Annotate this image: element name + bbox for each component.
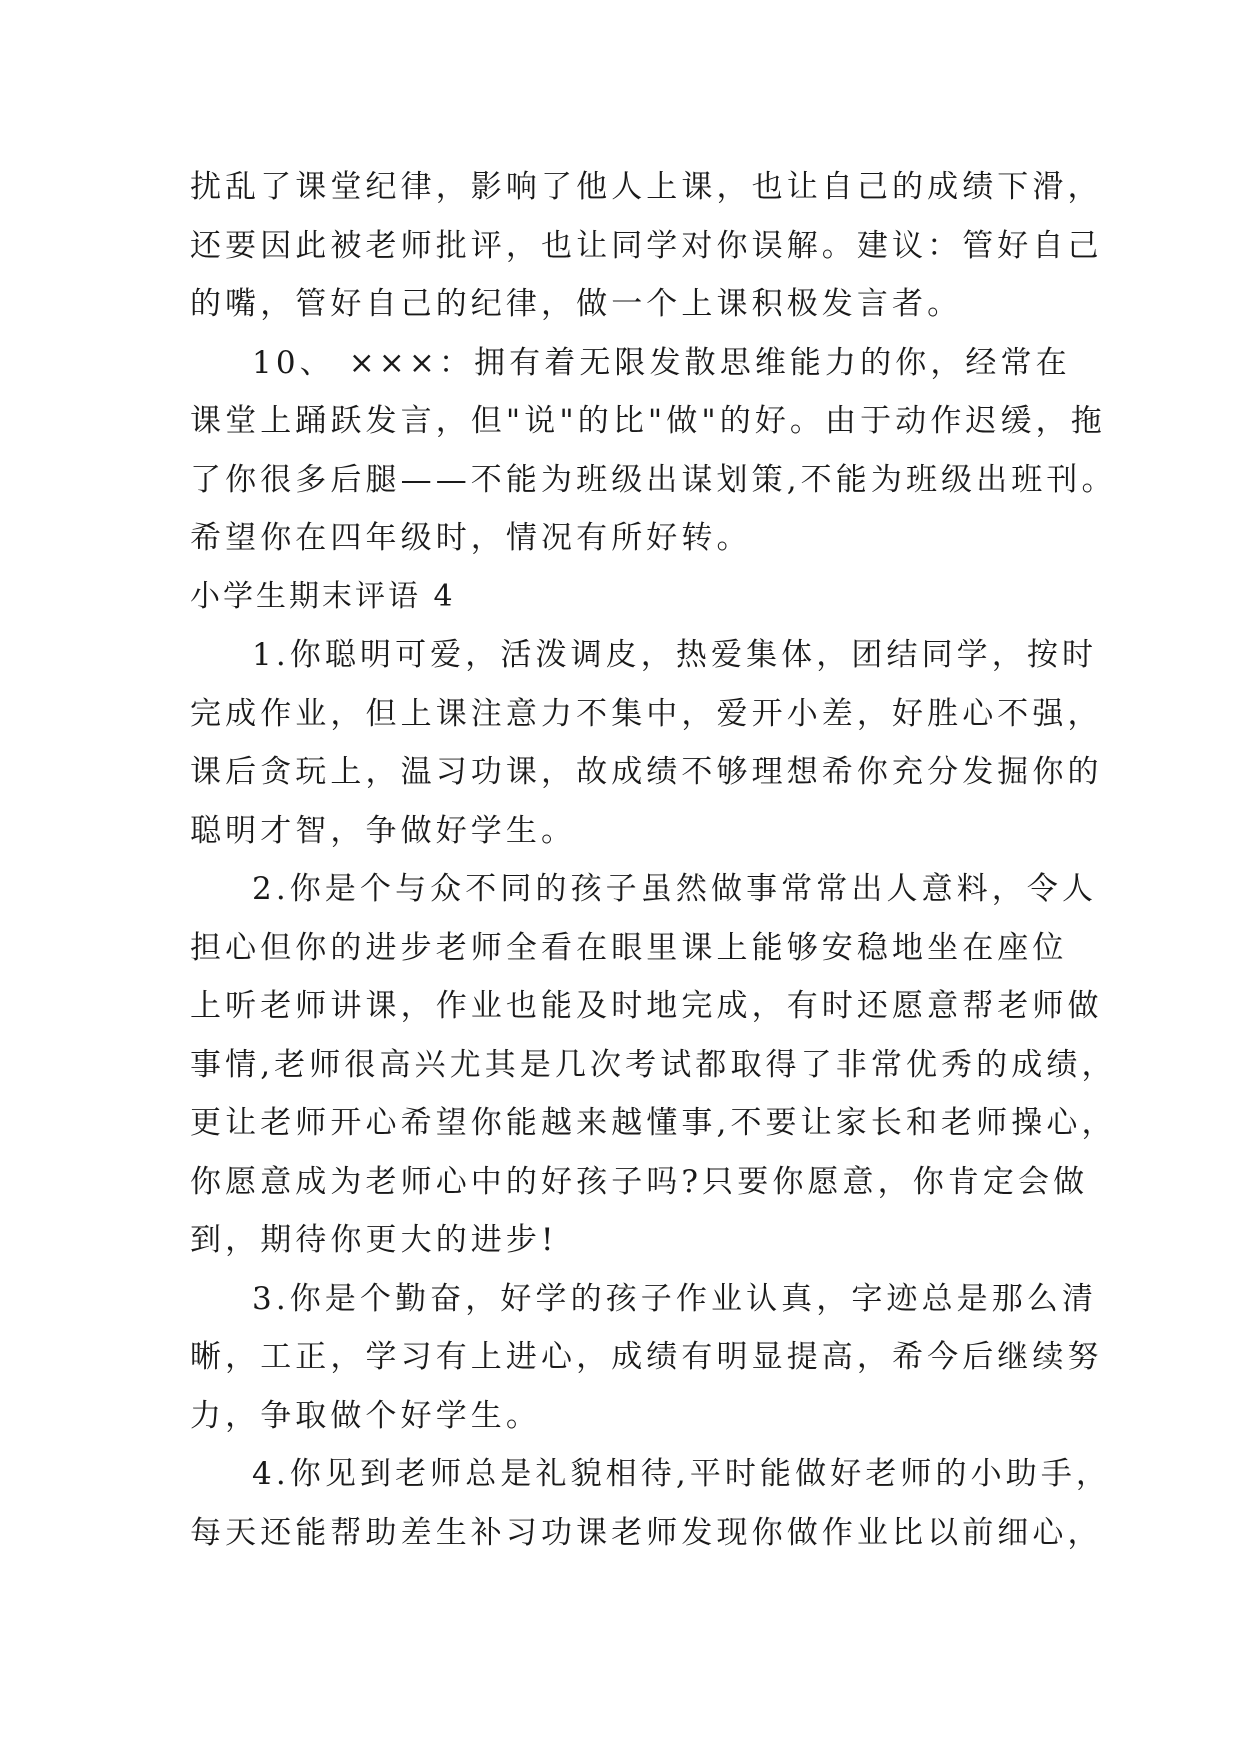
text-line: 你愿意成为老师心中的好孩子吗?只要你愿意，你肯定会做 (190, 1163, 1089, 1200)
text-line: 力，争取做个好学生。 (190, 1397, 541, 1434)
document-body (190, 158, 1117, 1562)
text-line: 课堂上踊跃发言，但"说"的比"做"的好。由于动作迟缓，拖 (190, 403, 1106, 439)
text-line: 的嘴，管好自己的纪律，做一个上课积极发言者。 (190, 286, 963, 322)
text-line: 上听老师讲课，作业也能及时地完成，有时还愿意帮老师做 (190, 988, 1103, 1024)
text-line: 还要因此被老师批评，也让同学对你误解。建议：管好自己 (190, 227, 1103, 264)
section-heading: 小学生期末评语 4 (190, 578, 456, 614)
text-line: 聪明才智，争做好学生。 (190, 812, 577, 849)
paragraph-start-line: 3.你是个勤奋，好学的孩子作业认真，字迹总是那么清 (252, 1280, 1098, 1317)
text-line: 晰，工正，学习有上进心，成绩有明显提高，希今后继续努 (190, 1339, 1103, 1375)
paragraph-start-line: 4.你见到老师总是礼貌相待,平时能做好老师的小助手， (252, 1456, 1112, 1492)
paragraph-start-line: 2.你是个与众不同的孩子虽然做事常常出人意料，令人 (252, 871, 1098, 907)
text-line: 扰乱了课堂纪律，影响了他人上课，也让自己的成绩下滑， (190, 169, 1103, 205)
text-line: 希望你在四年级时，情况有所好转。 (190, 520, 752, 556)
text-line: 课后贪玩上，温习功课，故成绩不够理想希你充分发掘你的 (190, 754, 1103, 790)
text-line: 每天还能帮助差生补习功课老师发现你做作业比以前细心， (190, 1514, 1103, 1551)
text-line: 担心但你的进步老师全看在眼里课上能够安稳地坐在座位 (190, 929, 1068, 966)
text-line: 了你很多后腿——不能为班级出谋划策,不能为班级出班刊。 (190, 461, 1117, 498)
text-line: 到，期待你更大的进步! (190, 1222, 558, 1258)
text-line: 事情,老师很高兴尤其是几次考试都取得了非常优秀的成绩， (190, 1046, 1117, 1083)
text-line: 完成作业，但上课注意力不集中，爱开小差，好胜心不强， (190, 695, 1103, 732)
paragraph-start-line: 1.你聪明可爱，活泼调皮，热爱集体，团结同学，按时 (252, 637, 1098, 673)
paragraph-start-line: 10、 ×××：拥有着无限发散思维能力的你，经常在 (252, 344, 1071, 381)
text-line: 更让老师开心希望你能越来越懂事,不要让家长和老师操心， (190, 1105, 1117, 1141)
